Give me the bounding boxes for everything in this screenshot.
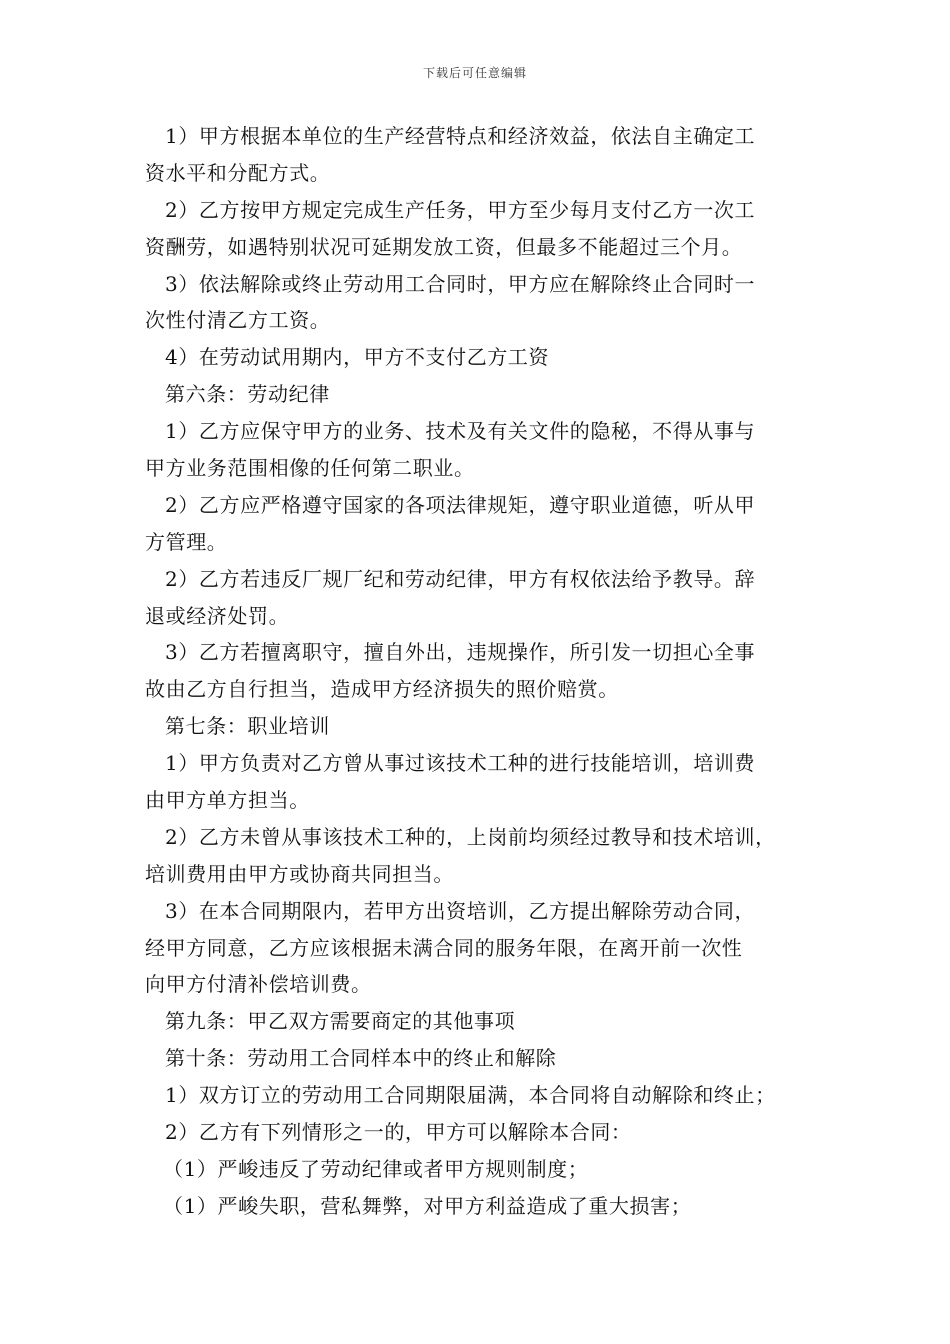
- text-line: 方管理。: [145, 529, 228, 554]
- page-header: 下载后可任意编辑: [422, 66, 527, 80]
- text-line: 资水平和分配方式。: [145, 160, 331, 185]
- text-line: 经甲方同意，乙方应该根据未满合同的服务年限，在离开前一次性: [145, 935, 743, 960]
- text-line: 资酬劳，如遇特别状况可延期发放工资，但最多不能超过三个月。: [145, 234, 743, 259]
- document-body: [145, 118, 810, 1225]
- text-line: 2）乙方按甲方规定完成生产任务，甲方至少每月支付乙方一次工: [165, 197, 756, 222]
- text-line: 第六条：劳动纪律: [165, 382, 330, 407]
- text-line: 1）甲方根据本单位的生产经营特点和经济效益，依法自主确定工: [165, 124, 756, 148]
- text-line: 甲方业务范围相像的任何第二职业。: [145, 456, 475, 481]
- text-line: 1）甲方负责对乙方曾从事过该技术工种的进行技能培训，培训费: [165, 751, 756, 776]
- text-line: 故由乙方自行担当，造成甲方经济损失的照价赔赏。: [145, 677, 619, 702]
- text-line: （1）严峻违反了劳动纪律或者甲方规则制度；: [163, 1156, 589, 1181]
- text-line: 1）乙方应保守甲方的业务、技术及有关文件的隐秘，不得从事与: [165, 419, 756, 444]
- text-line: 培训费用由甲方或协商共同担当。: [145, 861, 454, 886]
- text-line: 次性付清乙方工资。: [145, 308, 331, 333]
- text-line: （1）严峻失职，营私舞弊，对甲方利益造成了重大损害；: [163, 1193, 692, 1218]
- text-line: 第七条：职业培训: [165, 714, 330, 739]
- text-line: 第九条：甲乙双方需要商定的其他事项: [165, 1009, 516, 1034]
- text-line: 2）乙方应严格遵守国家的各项法律规矩，遵守职业道德，听从甲: [165, 492, 756, 517]
- text-line: 由甲方单方担当。: [145, 788, 310, 813]
- text-line: 退或经济处罚。: [145, 603, 290, 628]
- text-line: 3）在本合同期限内，若甲方出资培训，乙方提出解除劳动合同，: [165, 898, 756, 923]
- text-line: 3）依法解除或终止劳动用工合同时，甲方应在解除终止合同时一: [165, 271, 756, 296]
- text-line: 2）乙方未曾从事该技术工种的，上岗前均须经过教导和技术培训，: [165, 824, 776, 849]
- text-line: 4）在劳动试用期内，甲方不支付乙方工资: [165, 345, 550, 370]
- text-line: 向甲方付清补偿培训费。: [145, 972, 372, 997]
- text-line: 2）乙方若违反厂规厂纪和劳动纪律，甲方有权依法给予教导。辞: [165, 566, 756, 591]
- text-line: 2）乙方有下列情形之一的，甲方可以解除本合同：: [165, 1120, 632, 1145]
- text-line: 第十条：劳动用工合同样本中的终止和解除: [165, 1046, 557, 1071]
- text-line: 1）双方订立的劳动用工合同期限届满，本合同将自动解除和终止；: [165, 1083, 776, 1108]
- text-line: 3）乙方若擅离职守，擅自外出，违规操作，所引发一切担心全事: [165, 640, 756, 665]
